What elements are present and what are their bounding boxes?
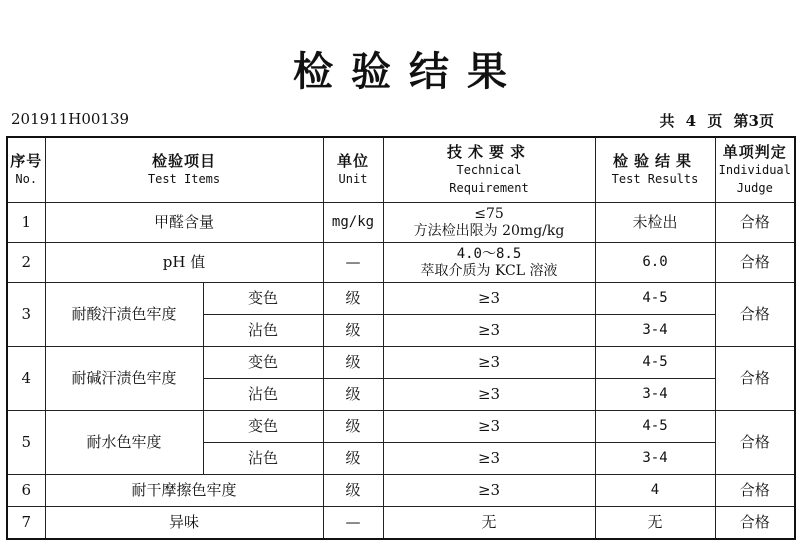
- row-number: 1: [7, 203, 45, 243]
- results-table: [6, 136, 796, 540]
- requirement-cell: 无: [383, 507, 595, 540]
- unit-cell: 级: [323, 315, 383, 347]
- header-requirement: 技术要求 Technical Requirement: [383, 137, 595, 203]
- requirement-cell: ≥3: [383, 347, 595, 379]
- table-row: [7, 203, 795, 243]
- result-cell: 4-5: [595, 411, 715, 443]
- result-cell: 未检出: [595, 203, 715, 243]
- test-item: 耐干摩擦色牢度: [45, 475, 323, 507]
- unit-cell: —: [323, 507, 383, 540]
- table-row: [7, 347, 795, 379]
- sub-item: 变色: [203, 283, 323, 315]
- result-cell: 4: [595, 475, 715, 507]
- header-item: 检验项目 Test Items: [45, 137, 323, 203]
- test-item: pH 值: [45, 243, 323, 283]
- row-number: 6: [7, 475, 45, 507]
- table-row: [7, 243, 795, 283]
- header-judge: 单项判定 Individual Judge: [715, 137, 795, 203]
- result-cell: 6.0: [595, 243, 715, 283]
- page-title: 检验结果: [293, 49, 525, 95]
- header-result: 检验结果 Test Results: [595, 137, 715, 203]
- row-number: 2: [7, 243, 45, 283]
- unit-cell: mg/kg: [323, 203, 383, 243]
- test-item: 异味: [45, 507, 323, 540]
- judge-cell: 合格: [715, 411, 795, 475]
- requirement-cell: ≤75 方法检出限为 20mg/kg: [383, 203, 595, 243]
- row-number: 7: [7, 507, 45, 540]
- test-item: 耐酸汗渍色牢度: [45, 283, 203, 347]
- sub-item: 变色: [203, 347, 323, 379]
- result-cell: 无: [595, 507, 715, 540]
- requirement-cell: ≥3: [383, 475, 595, 507]
- judge-cell: 合格: [715, 347, 795, 411]
- unit-cell: 级: [323, 283, 383, 315]
- test-item: 耐碱汗渍色牢度: [45, 347, 203, 411]
- table-row: [7, 475, 795, 507]
- judge-cell: 合格: [715, 203, 795, 243]
- unit-cell: 级: [323, 411, 383, 443]
- requirement-cell: ≥3: [383, 283, 595, 315]
- requirement-cell: ≥3: [383, 411, 595, 443]
- row-number: 4: [7, 347, 45, 411]
- requirement-cell: ≥3: [383, 379, 595, 411]
- result-cell: 3-4: [595, 443, 715, 475]
- header-unit: 单位 Unit: [323, 137, 383, 203]
- judge-cell: 合格: [715, 507, 795, 540]
- result-cell: 4-5: [595, 347, 715, 379]
- judge-cell: 合格: [715, 283, 795, 347]
- table-row: [7, 283, 795, 315]
- table-row: [7, 507, 795, 540]
- unit-cell: 级: [323, 443, 383, 475]
- result-cell: 3-4: [595, 315, 715, 347]
- report-number: 201911H00139: [11, 110, 130, 128]
- table-row: [7, 411, 795, 443]
- header-seq: 序号 No.: [7, 137, 45, 203]
- page-indicator: 共 4 页 第3页: [659, 112, 774, 130]
- judge-cell: 合格: [715, 475, 795, 507]
- test-item: 甲醛含量: [45, 203, 323, 243]
- requirement-cell: ≥3: [383, 315, 595, 347]
- requirement-cell: ≥3: [383, 443, 595, 475]
- result-cell: 4-5: [595, 283, 715, 315]
- result-cell: 3-4: [595, 379, 715, 411]
- sub-item: 沾色: [203, 379, 323, 411]
- row-number: 3: [7, 283, 45, 347]
- row-number: 5: [7, 411, 45, 475]
- unit-cell: 级: [323, 379, 383, 411]
- header-row: [7, 137, 795, 203]
- requirement-cell: 4.0～8.5 萃取介质为 KCL 溶液: [383, 243, 595, 283]
- sub-item: 沾色: [203, 443, 323, 475]
- test-item: 耐水色牢度: [45, 411, 203, 475]
- sub-item: 沾色: [203, 315, 323, 347]
- unit-cell: 级: [323, 475, 383, 507]
- unit-cell: —: [323, 243, 383, 283]
- sub-item: 变色: [203, 411, 323, 443]
- unit-cell: 级: [323, 347, 383, 379]
- judge-cell: 合格: [715, 243, 795, 283]
